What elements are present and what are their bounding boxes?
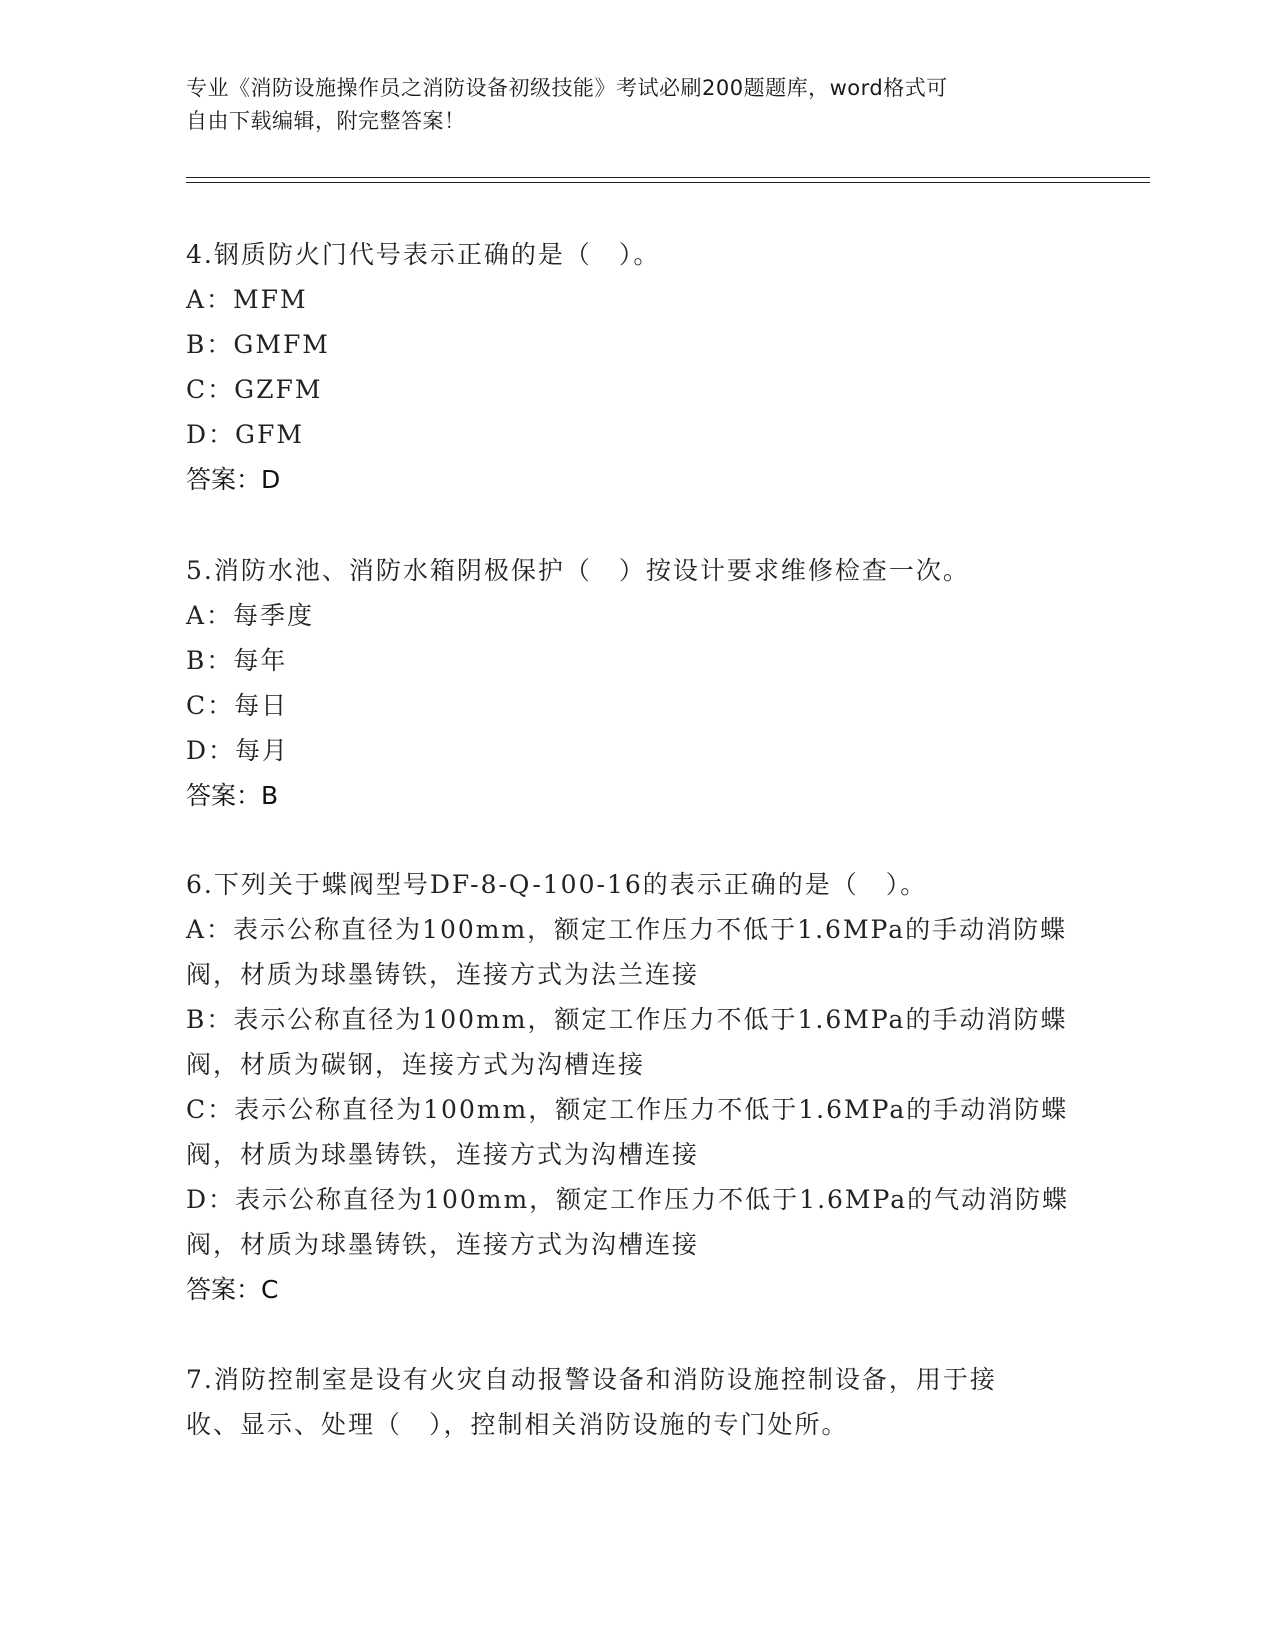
option-d-cont: 阀，材质为球墨铸铁，连接方式为沟槽连接: [186, 1230, 700, 1259]
question-5: [186, 548, 1086, 819]
header-divider-top: [186, 177, 1150, 178]
question-7: [186, 1357, 1086, 1447]
option-b: B：表示公称直径为100mm，额定工作压力不低于1.6MPa的手动消防蝶: [186, 1005, 1068, 1034]
question-stem: 5.消防水池、消防水箱阴极保护（ ）按设计要求维修检查一次。: [186, 556, 970, 585]
option-d: D：表示公称直径为100mm，额定工作压力不低于1.6MPa的气动消防蝶: [186, 1185, 1070, 1214]
option-a: A：表示公称直径为100mm，额定工作压力不低于1.6MPa的手动消防蝶: [186, 915, 1068, 944]
question-stem: 7.消防控制室是设有火灾自动报警设备和消防设施控制设备，用于接: [186, 1365, 997, 1394]
answer: 答案：D: [186, 465, 281, 494]
header-divider-bottom: [186, 182, 1150, 183]
question-stem: 6.下列关于蝶阀型号DF-8-Q-100-16的表示正确的是（ ）。: [186, 870, 928, 899]
question-4: [186, 232, 1086, 503]
header-line-2: 自由下载编辑，附完整答案！: [186, 109, 466, 133]
answer: 答案：B: [186, 781, 279, 810]
option-d: D：GFM: [186, 420, 304, 449]
option-d: D：每月: [186, 736, 290, 765]
option-a-cont: 阀，材质为球墨铸铁，连接方式为法兰连接: [186, 960, 700, 989]
option-c: C：GZFM: [186, 375, 323, 404]
option-a: A：每季度: [186, 601, 315, 630]
document-header: [186, 72, 1066, 138]
option-b: B：GMFM: [186, 330, 330, 359]
question-6: [186, 862, 1086, 1313]
answer: 答案：C: [186, 1275, 279, 1304]
option-b-cont: 阀，材质为碳钢，连接方式为沟槽连接: [186, 1050, 646, 1079]
option-b: B：每年: [186, 646, 288, 675]
option-a: A：MFM: [186, 285, 308, 314]
question-stem-cont: 收、显示、处理（ ），控制相关消防设施的专门处所。: [186, 1410, 849, 1439]
option-c: C：表示公称直径为100mm，额定工作压力不低于1.6MPa的手动消防蝶: [186, 1095, 1069, 1124]
option-c-cont: 阀，材质为球墨铸铁，连接方式为沟槽连接: [186, 1140, 700, 1169]
option-c: C：每日: [186, 691, 289, 720]
question-stem: 4.钢质防火门代号表示正确的是（ ）。: [186, 240, 661, 269]
header-line-1: 专业《消防设施操作员之消防设备初级技能》考试必刷200题题库，word格式可: [186, 76, 948, 100]
